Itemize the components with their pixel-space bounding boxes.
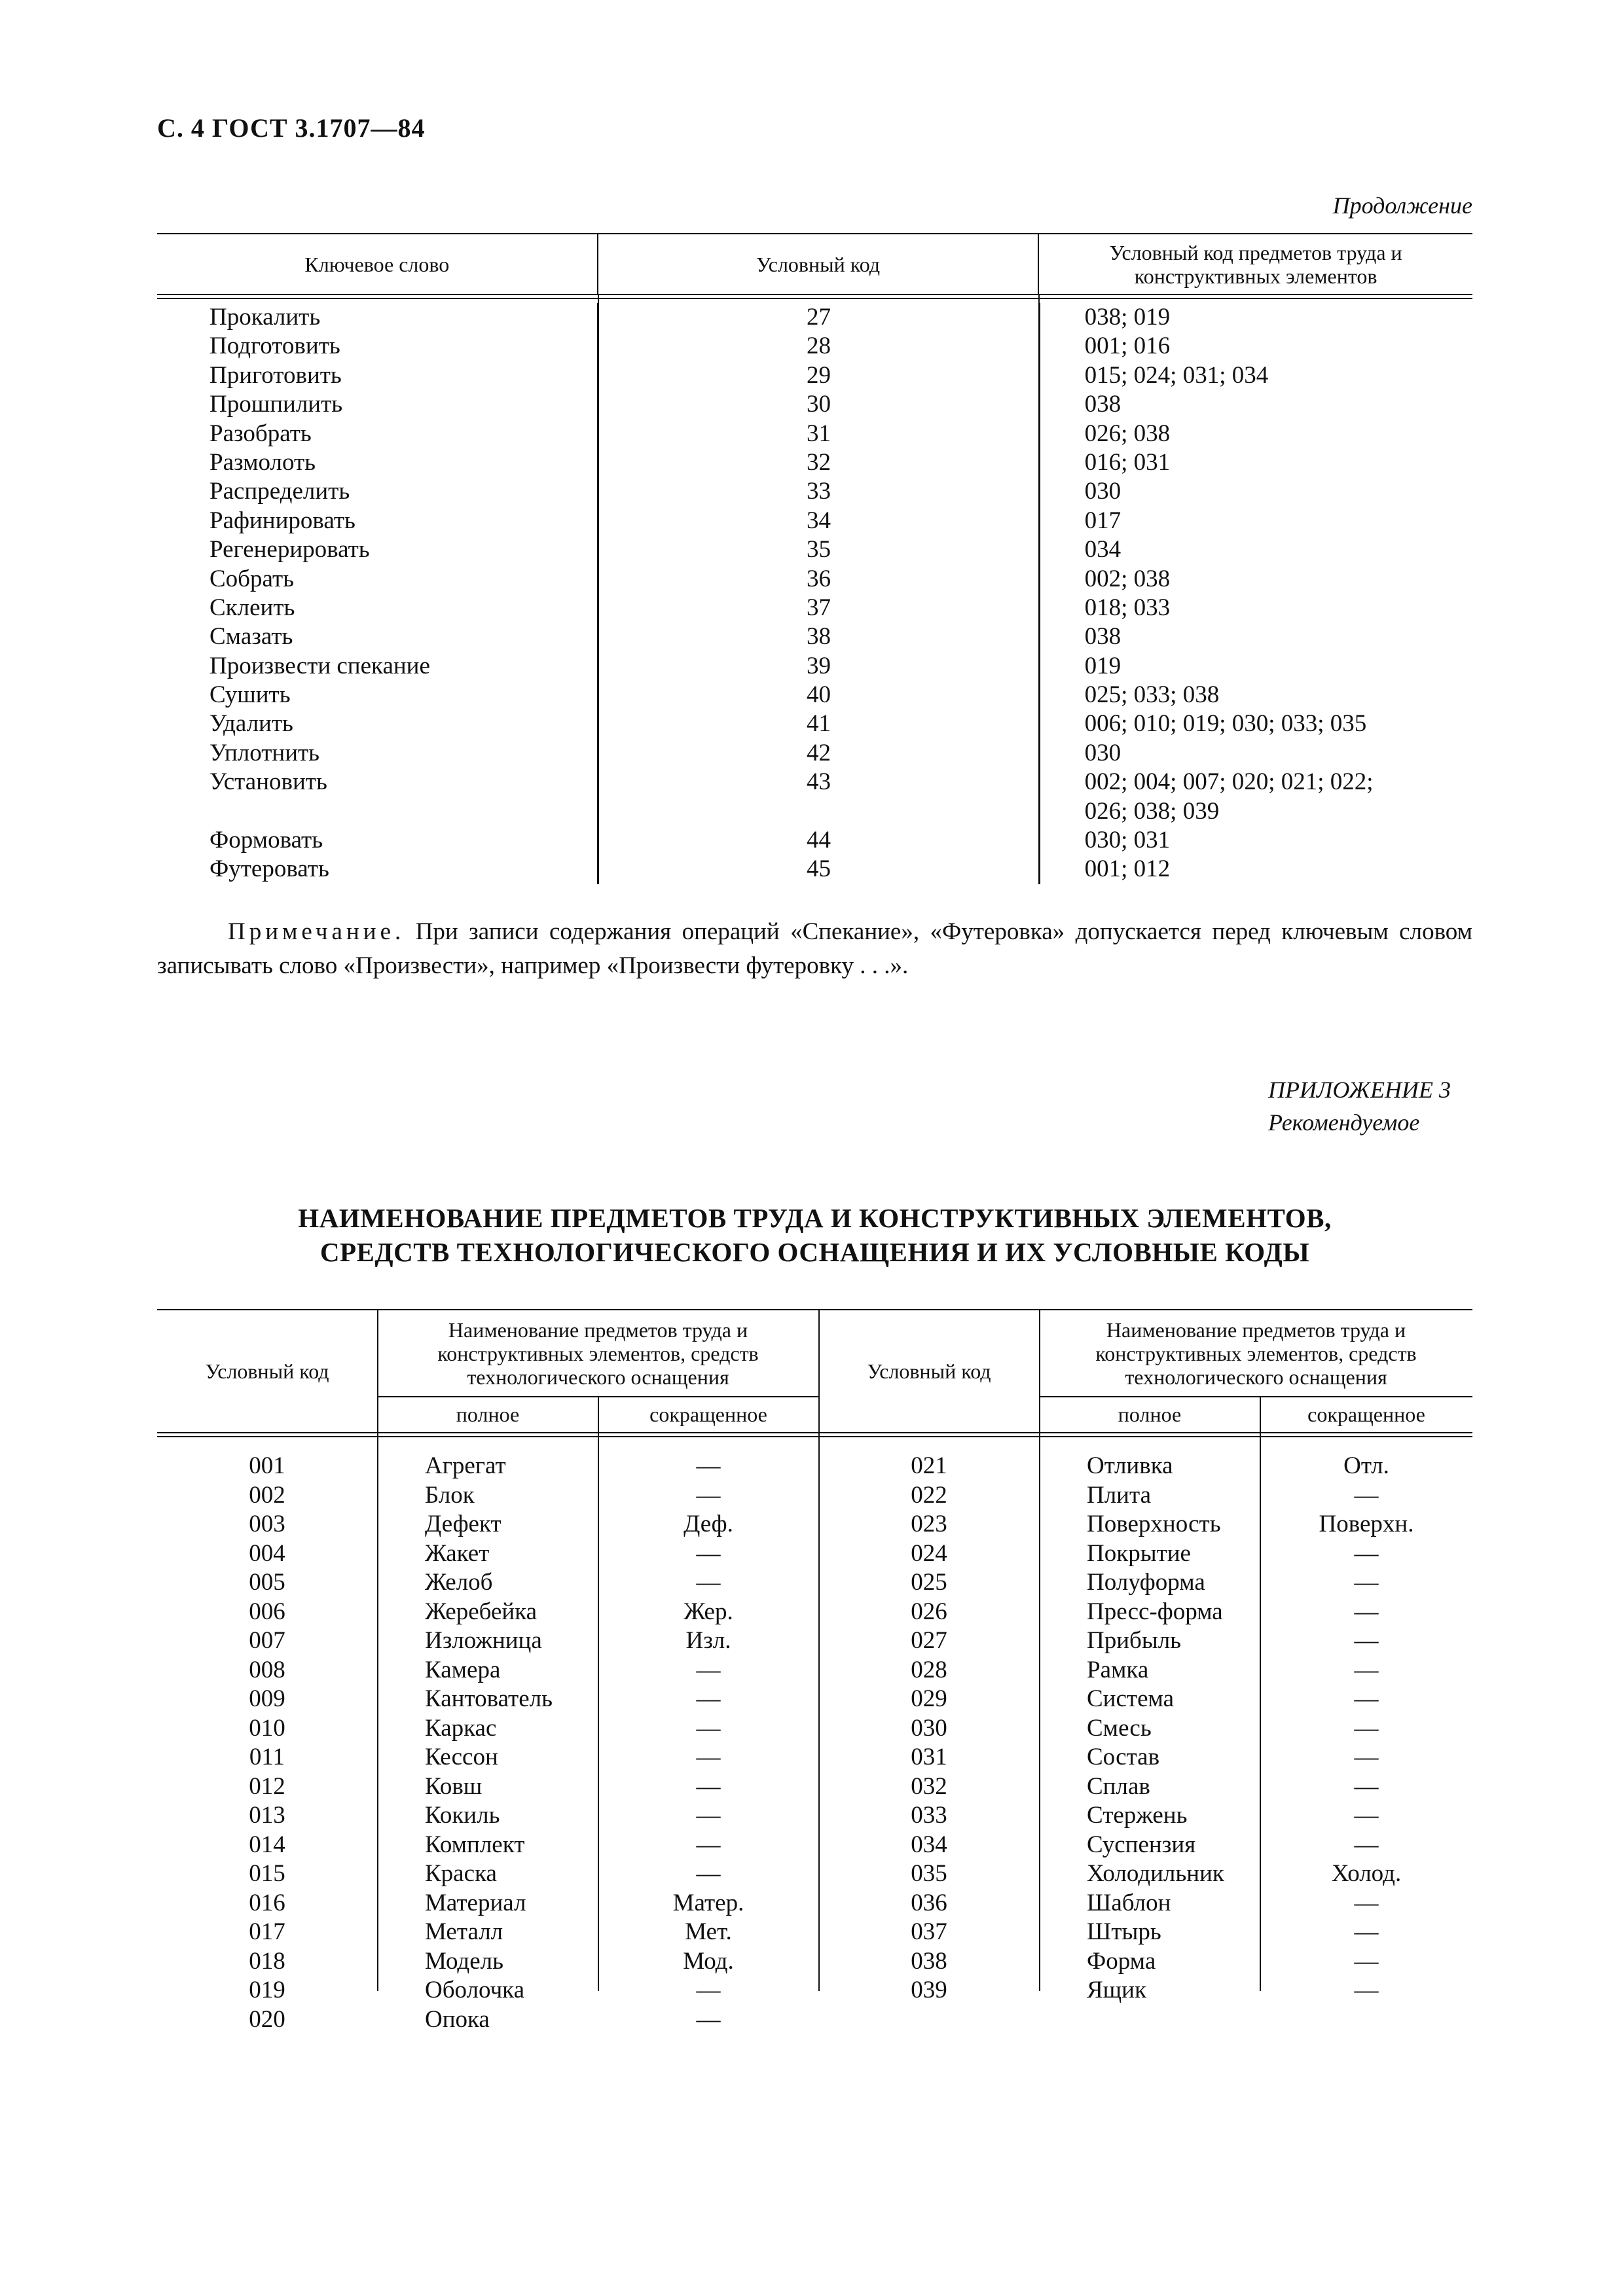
code-cell: 37 — [807, 594, 831, 621]
header-object-codes: Условный код предметов труда и конструктивных элементов — [1038, 234, 1472, 294]
object-codes-cell: 019 — [1084, 652, 1122, 679]
keyword-cell: Смазать — [210, 623, 293, 651]
item-code-cell: 013 — [249, 1802, 285, 1829]
item-short-name-cell: Изл. — [685, 1627, 731, 1654]
appendix-subtitle: Рекомендуемое — [1268, 1109, 1420, 1136]
code-cell: 29 — [807, 361, 831, 389]
item-short-name-cell: — — [1354, 1977, 1379, 2003]
item-full-name-cell: Оболочка — [425, 1977, 525, 2003]
header-short-left: сокращенное — [649, 1403, 767, 1426]
keyword-cell: Прошпилить — [210, 391, 343, 418]
item-short-name-cell: Отл. — [1343, 1452, 1389, 1479]
item-short-name-cell: — — [696, 1685, 721, 1712]
column-divider — [1260, 1397, 1261, 1432]
item-short-name-cell: — — [696, 1744, 721, 1770]
page-header: С. 4 ГОСТ 3.1707—84 — [157, 113, 426, 143]
appendix-title: ПРИЛОЖЕНИЕ 3 — [1268, 1077, 1451, 1103]
item-short-name-cell: — — [696, 1656, 721, 1683]
item-full-name-cell: Штырь — [1087, 1918, 1161, 1945]
item-full-name-cell: Комплект — [425, 1831, 525, 1858]
keyword-cell: Уплотнить — [210, 739, 320, 766]
item-short-name-cell: — — [1354, 1714, 1379, 1742]
object-codes-cell: 038 — [1084, 623, 1122, 651]
item-code-cell: 026 — [911, 1598, 947, 1625]
item-short-name-cell: Мет. — [685, 1918, 732, 1945]
code-cell: 38 — [807, 623, 831, 651]
header-full-right: полное — [1118, 1403, 1182, 1426]
item-short-name-cell: Поверхн. — [1319, 1511, 1414, 1537]
item-short-name-cell: — — [1354, 1656, 1379, 1683]
keyword-cell: Подготовить — [210, 332, 340, 360]
item-full-name-cell: Покрытие — [1087, 1539, 1191, 1567]
keyword-cell: Размолоть — [210, 448, 316, 476]
object-codes-cell: 038; 019 — [1084, 304, 1171, 331]
item-code-cell: 035 — [911, 1860, 947, 1887]
column-divider — [818, 1433, 820, 1991]
item-full-name-cell: Рамка — [1087, 1656, 1149, 1683]
item-code-cell: 006 — [249, 1598, 285, 1625]
appendix-heading — [1268, 1073, 1451, 1139]
object-codes-cell: 030 — [1084, 478, 1122, 505]
object-codes-cell: 017 — [1084, 507, 1122, 534]
item-code-cell: 019 — [249, 1977, 285, 2003]
item-full-name-cell: Материал — [425, 1889, 526, 1916]
item-short-name-cell: Матер. — [672, 1889, 744, 1916]
code-cell: 41 — [807, 710, 831, 738]
item-code-cell: 020 — [249, 2005, 285, 2033]
left-full-name-column — [425, 1452, 598, 2034]
code-cell: 45 — [807, 855, 831, 883]
object-codes-cell: 030; 031 — [1084, 827, 1171, 854]
keyword-table-header — [157, 233, 1472, 295]
column-divider — [377, 1433, 378, 1991]
item-full-name-cell: Дефект — [425, 1511, 501, 1537]
column-divider — [598, 1397, 599, 1432]
keyword-cell: Удалить — [210, 710, 293, 738]
item-code-cell: 005 — [249, 1569, 285, 1596]
item-full-name-cell: Сплав — [1087, 1772, 1150, 1800]
item-full-name-cell: Ящик — [1087, 1977, 1146, 2003]
keyword-cell: Футеровать — [210, 855, 329, 883]
keyword-cell-line1: Установить — [210, 768, 327, 796]
item-short-name-cell: — — [1354, 1539, 1379, 1567]
object-codes-cell: 015; 024; 031; 034 — [1084, 361, 1269, 389]
right-full-name-column — [1087, 1452, 1260, 2005]
item-full-name-cell: Смесь — [1087, 1714, 1152, 1742]
item-full-name-cell: Поверхность — [1087, 1511, 1221, 1537]
header-short-right: сокращенное — [1307, 1403, 1425, 1426]
item-full-name-cell: Прибыль — [1087, 1627, 1182, 1654]
code-cell — [598, 768, 1038, 826]
item-code-cell: 012 — [249, 1772, 285, 1800]
code-cell: 33 — [807, 478, 831, 505]
object-codes-column — [1039, 303, 1472, 884]
item-short-name-cell: — — [1354, 1889, 1379, 1916]
item-full-name-cell: Форма — [1087, 1947, 1156, 1975]
item-code-cell: 025 — [911, 1569, 947, 1596]
keyword-cell: Прокалить — [210, 304, 321, 331]
item-full-name-cell: Изложница — [425, 1627, 542, 1654]
item-code-cell: 003 — [249, 1511, 285, 1537]
item-short-name-cell: — — [696, 1772, 721, 1800]
header-keyword: Ключевое слово — [304, 252, 450, 276]
section-title — [157, 1201, 1472, 1269]
keyword-cell: Формовать — [210, 827, 323, 854]
item-code-cell: 009 — [249, 1685, 285, 1712]
code-cell: 32 — [807, 448, 831, 476]
code-cell: 36 — [807, 565, 831, 592]
item-code-cell: 039 — [911, 1977, 947, 2003]
item-full-name-cell: Жакет — [425, 1539, 490, 1567]
item-code-cell: 022 — [911, 1481, 947, 1509]
item-code-cell: 038 — [911, 1947, 947, 1975]
header-code: Условный код — [597, 234, 1038, 294]
item-full-name-cell: Кессон — [425, 1744, 498, 1770]
object-codes-cell — [1085, 768, 1472, 826]
section-title-line1: НАИМЕНОВАНИЕ ПРЕДМЕТОВ ТРУДА И КОНСТРУКТИВНЫХ ЭЛЕМЕНТОВ, — [298, 1203, 1332, 1233]
item-short-name-cell: — — [1354, 1802, 1379, 1829]
item-code-cell: 029 — [911, 1685, 947, 1712]
keyword-cell: Регенерировать — [210, 536, 370, 564]
header-name-left: Наименование предметов труда и конструктивных элементов, средств технологического оснащения — [437, 1318, 759, 1389]
column-divider — [1260, 1433, 1261, 1991]
right-code-column — [819, 1452, 1039, 2005]
keyword-cell: Распределить — [210, 478, 350, 505]
item-full-name-cell: Модель — [425, 1947, 503, 1975]
object-codes-cell: 002; 038 — [1084, 565, 1171, 592]
object-codes-cell: 030 — [1084, 739, 1122, 766]
item-full-name-cell: Блок — [425, 1481, 475, 1509]
codes-table-body — [157, 1440, 1472, 2033]
item-short-name-cell: — — [696, 1860, 721, 1887]
item-full-name-cell: Жеребейка — [425, 1598, 538, 1625]
item-short-name-cell: — — [1354, 1598, 1379, 1625]
item-short-name-cell: — — [696, 1831, 721, 1858]
object-codes-cell: 001; 012 — [1084, 855, 1171, 883]
object-codes-cell: 001; 016 — [1084, 332, 1171, 360]
item-full-name-cell: Кантователь — [425, 1685, 553, 1712]
item-full-name-cell: Шаблон — [1087, 1889, 1171, 1916]
item-full-name-cell: Стержень — [1087, 1802, 1188, 1829]
column-divider — [598, 295, 599, 884]
code-cell: 28 — [807, 332, 831, 360]
item-short-name-cell: — — [1354, 1744, 1379, 1770]
note-text: При записи содержания операций «Спекание», «Футеровка» допускается перед ключевым словом записывать слово «Произвести», например «Произвести футеровку . . .». — [157, 918, 1472, 979]
item-full-name-cell: Краска — [425, 1860, 497, 1887]
item-short-name-cell: — — [1354, 1772, 1379, 1800]
header-full-left: полное — [456, 1403, 520, 1426]
item-code-cell: 002 — [249, 1481, 285, 1509]
codes-table — [157, 1309, 1472, 2033]
item-short-name-cell: Холод. — [1331, 1860, 1402, 1887]
item-code-cell: 023 — [911, 1511, 947, 1537]
section-title-line2: СРЕДСТВ ТЕХНОЛОГИЧЕСКОГО ОСНАЩЕНИЯ И ИХ УСЛОВНЫЕ КОДЫ — [319, 1237, 1310, 1267]
item-full-name-cell: Опока — [425, 2005, 490, 2033]
item-full-name-cell: Каркас — [425, 1714, 497, 1742]
header-subdivider — [377, 1396, 819, 1397]
column-divider — [598, 1433, 599, 1991]
item-short-name-cell: — — [696, 1714, 721, 1742]
keyword-table-body — [157, 295, 1472, 884]
item-full-name-cell: Металл — [425, 1918, 503, 1945]
item-full-name-cell: Полуформа — [1087, 1569, 1205, 1596]
item-full-name-cell: Состав — [1087, 1744, 1160, 1770]
item-short-name-cell: — — [696, 1977, 721, 2003]
item-short-name-cell: Деф. — [684, 1511, 733, 1537]
item-short-name-cell: — — [1354, 1918, 1379, 1945]
object-codes-cell: 034 — [1084, 536, 1122, 564]
code-column — [597, 303, 1038, 884]
item-code-cell: 036 — [911, 1889, 947, 1916]
header-subdivider — [1039, 1396, 1472, 1397]
code-cell: 42 — [807, 739, 831, 766]
item-code-cell: 008 — [249, 1656, 285, 1683]
note — [157, 915, 1472, 983]
item-short-name-cell: Мод. — [683, 1947, 734, 1975]
item-short-name-cell: — — [696, 2005, 721, 2033]
left-short-name-column — [598, 1452, 818, 2034]
item-short-name-cell: — — [1354, 1947, 1379, 1975]
item-short-name-cell: — — [696, 1539, 721, 1567]
code-cell: 44 — [807, 827, 831, 854]
code-cell: 40 — [807, 681, 831, 709]
object-codes-cell: 026; 038 — [1084, 420, 1171, 447]
item-full-name-cell: Система — [1087, 1685, 1175, 1712]
column-divider — [377, 1310, 378, 1432]
column-divider — [818, 1310, 820, 1432]
item-short-name-cell: — — [696, 1802, 721, 1829]
continuation-label: Продолжение — [1332, 192, 1472, 219]
item-full-name-cell: Плита — [1087, 1481, 1152, 1509]
object-codes-cell-line2: 026; 038; 039 — [1084, 797, 1220, 825]
header-name-right: Наименование предметов труда и конструктивных элементов, средств технологического оснащения — [1095, 1318, 1417, 1389]
item-full-name-cell: Холодильник — [1087, 1860, 1224, 1887]
code-cell: 27 — [807, 304, 831, 331]
keyword-cell: Склеить — [210, 594, 295, 621]
item-code-cell: 027 — [911, 1627, 947, 1654]
header-code-right: Условный код — [867, 1359, 991, 1383]
item-full-name-cell: Желоб — [425, 1569, 493, 1596]
codes-table-header — [157, 1309, 1472, 1433]
column-divider — [1038, 295, 1040, 884]
column-divider — [1039, 1433, 1040, 1991]
object-codes-cell: 025; 033; 038 — [1084, 681, 1220, 709]
object-codes-cell: 038 — [1084, 391, 1122, 418]
keyword-column — [157, 303, 597, 884]
item-code-cell: 021 — [911, 1452, 947, 1479]
header-code-left: Условный код — [205, 1359, 329, 1383]
object-codes-cell-line1: 002; 004; 007; 020; 021; 022; — [1084, 768, 1374, 796]
item-code-cell: 010 — [249, 1714, 285, 1742]
item-short-name-cell: — — [1354, 1481, 1379, 1509]
item-code-cell: 024 — [911, 1539, 947, 1567]
item-code-cell: 015 — [249, 1860, 285, 1887]
item-code-cell: 016 — [249, 1889, 285, 1916]
item-short-name-cell: Жер. — [684, 1598, 733, 1625]
keyword-table — [157, 233, 1472, 884]
keyword-cell: Приготовить — [210, 361, 342, 389]
item-full-name-cell: Агрегат — [425, 1452, 506, 1479]
item-code-cell: 030 — [911, 1714, 947, 1742]
object-codes-cell: 016; 031 — [1084, 448, 1171, 476]
keyword-cell: Собрать — [210, 565, 295, 592]
note-label: Примечание. — [228, 918, 405, 945]
item-code-cell: 032 — [911, 1772, 947, 1800]
item-code-cell: 033 — [911, 1802, 947, 1829]
item-short-name-cell: — — [1354, 1685, 1379, 1712]
item-code-cell: 018 — [249, 1947, 285, 1975]
item-short-name-cell: — — [1354, 1569, 1379, 1596]
code-cell-line1: 43 — [807, 768, 831, 796]
keyword-cell: Разобрать — [210, 420, 312, 447]
item-full-name-cell: Отливка — [1087, 1452, 1173, 1479]
code-cell: 34 — [807, 507, 831, 534]
item-code-cell: 004 — [249, 1539, 285, 1567]
right-short-name-column — [1260, 1452, 1472, 2005]
code-cell: 35 — [807, 536, 831, 564]
item-full-name-cell: Камера — [425, 1656, 501, 1683]
item-short-name-cell: — — [696, 1569, 721, 1596]
item-full-name-cell: Пресс-форма — [1087, 1598, 1223, 1625]
item-full-name-cell: Кокиль — [425, 1802, 500, 1829]
item-short-name-cell: — — [696, 1452, 721, 1479]
item-full-name-cell: Ковш — [425, 1772, 483, 1800]
object-codes-cell: 006; 010; 019; 030; 033; 035 — [1084, 710, 1367, 738]
keyword-cell: Рафинировать — [210, 507, 356, 534]
item-short-name-cell: — — [696, 1481, 721, 1509]
code-cell: 39 — [807, 652, 831, 679]
item-full-name-cell: Суспензия — [1087, 1831, 1196, 1858]
column-divider — [1039, 1310, 1040, 1432]
item-code-cell: 028 — [911, 1656, 947, 1683]
item-code-cell: 014 — [249, 1831, 285, 1858]
object-codes-cell: 018; 033 — [1084, 594, 1171, 621]
item-code-cell: 034 — [911, 1831, 947, 1858]
item-code-cell: 017 — [249, 1918, 285, 1945]
item-code-cell: 037 — [911, 1918, 947, 1945]
left-code-column — [157, 1452, 377, 2034]
item-code-cell: 031 — [911, 1744, 947, 1770]
item-short-name-cell: — — [1354, 1831, 1379, 1858]
keyword-cell — [210, 768, 597, 826]
keyword-cell: Сушить — [210, 681, 291, 709]
code-cell: 30 — [807, 391, 831, 418]
item-code-cell: 001 — [249, 1452, 285, 1479]
item-short-name-cell: — — [1354, 1627, 1379, 1654]
item-code-cell: 007 — [249, 1627, 285, 1654]
item-code-cell: 011 — [249, 1744, 285, 1770]
keyword-cell: Произвести спекание — [210, 652, 430, 679]
code-cell: 31 — [807, 420, 831, 447]
